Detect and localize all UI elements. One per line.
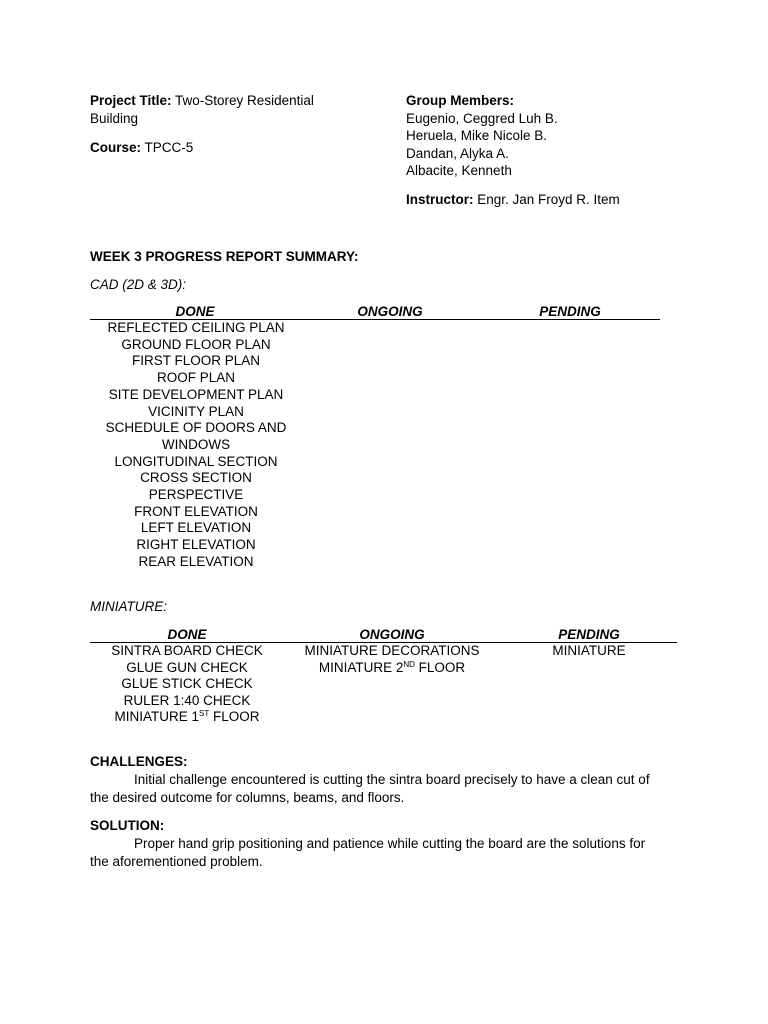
mini-done-last-text: MINIATURE 1 bbox=[114, 709, 199, 725]
project-title-value: Two-Storey Residential bbox=[171, 93, 314, 108]
solution-text bbox=[90, 835, 670, 870]
solution-line-2: the aforementioned problem. bbox=[90, 853, 263, 869]
challenges-heading: CHALLENGES: bbox=[90, 754, 188, 769]
group-member: Eugenio, Ceggred Luh B. bbox=[406, 110, 558, 126]
cad-done-item: FRONT ELEVATION bbox=[134, 503, 258, 519]
cad-done-item: VICINITY PLAN bbox=[148, 403, 244, 419]
summary-heading: WEEK 3 PROGRESS REPORT SUMMARY: bbox=[90, 249, 359, 264]
mini-done-column bbox=[90, 643, 284, 726]
cad-done-item: REFLECTED CEILING PLAN bbox=[107, 320, 285, 335]
course-line bbox=[90, 139, 350, 157]
mini-done-item: RULER 1:40 CHECK bbox=[123, 692, 251, 708]
mini-ongoing-2-post: FLOOR bbox=[414, 659, 466, 675]
group-members-label: Group Members: bbox=[406, 93, 515, 108]
project-title-line-2: Building bbox=[90, 110, 139, 126]
group-member: Dandan, Alyka A. bbox=[406, 145, 509, 161]
challenges-line-1 bbox=[90, 771, 670, 789]
course-label: Course: bbox=[90, 140, 142, 155]
mini-done-item: SINTRA BOARD CHECK bbox=[111, 643, 263, 658]
mini-ongoing-2-text: MINIATURE 2 bbox=[318, 659, 404, 675]
course-value: TPCC-5 bbox=[141, 140, 194, 155]
group-info bbox=[406, 92, 706, 208]
cad-header-pending: PENDING bbox=[539, 304, 601, 319]
challenges-line-2: the desired outcome for columns, beams, and floors. bbox=[90, 789, 405, 805]
mini-done-item-last bbox=[90, 709, 284, 726]
cad-done-item: ROOF PLAN bbox=[156, 370, 235, 386]
cad-done-item: LONGITUDINAL SECTION bbox=[114, 453, 278, 469]
mini-header-ongoing: ONGOING bbox=[359, 627, 425, 642]
instructor-line bbox=[406, 191, 706, 209]
miniature-title: MINIATURE: bbox=[90, 599, 167, 614]
mini-pending-item: MINIATURE bbox=[552, 643, 626, 658]
cad-done-item: PERSPECTIVE bbox=[148, 487, 244, 503]
cad-header-ongoing: ONGOING bbox=[357, 304, 423, 319]
mini-ongoing-item: MINIATURE DECORATIONS bbox=[304, 643, 480, 658]
cad-done-item: GROUND FLOOR PLAN bbox=[121, 336, 271, 352]
challenges-text bbox=[90, 771, 670, 806]
solution-line-1 bbox=[90, 835, 670, 853]
cad-title: CAD (2D & 3D): bbox=[90, 277, 187, 292]
mini-done-item: GLUE STICK CHECK bbox=[121, 676, 253, 692]
project-title-label: Project Title: bbox=[90, 93, 172, 108]
cad-done-item: RIGHT ELEVATION bbox=[136, 537, 256, 553]
group-member: Albacite, Kenneth bbox=[406, 163, 512, 178]
solution-line-1-text: Proper hand grip positioning and patience while cutting the board are the solutions for bbox=[134, 836, 646, 851]
mini-done-last-sup: ST bbox=[199, 709, 210, 719]
cad-done-item: SITE DEVELOPMENT PLAN bbox=[108, 386, 284, 402]
mini-done-item: GLUE GUN CHECK bbox=[126, 659, 248, 675]
cad-done-item: LEFT ELEVATION bbox=[140, 520, 252, 536]
mini-header-pending: PENDING bbox=[558, 627, 620, 642]
cad-done-item: REAR ELEVATION bbox=[138, 553, 254, 569]
mini-pending-column bbox=[520, 643, 658, 660]
cad-done-item: SCHEDULE OF DOORS AND bbox=[105, 420, 287, 436]
cad-header-done: DONE bbox=[175, 304, 215, 319]
cad-done-column bbox=[90, 320, 302, 571]
group-member: Heruela, Mike Nicole B. bbox=[406, 128, 548, 143]
mini-ongoing-2-sup: ND bbox=[403, 659, 415, 669]
mini-done-last-post: FLOOR bbox=[209, 709, 260, 725]
mini-ongoing-column bbox=[292, 643, 492, 676]
solution-heading: SOLUTION: bbox=[90, 818, 165, 833]
instructor-value: Engr. Jan Froyd R. Item bbox=[473, 191, 620, 207]
cad-done-item: FIRST FLOOR PLAN bbox=[131, 353, 261, 369]
mini-ongoing-item-2 bbox=[292, 660, 492, 677]
instructor-label: Instructor: bbox=[406, 191, 474, 207]
challenges-line-1-text: Initial challenge encountered is cutting the sintra board precisely to have a clean cut of bbox=[134, 772, 650, 787]
cad-done-item: WINDOWS bbox=[161, 436, 231, 452]
cad-done-item: CROSS SECTION bbox=[140, 470, 252, 486]
mini-header-done: DONE bbox=[167, 627, 207, 642]
project-title-line-1 bbox=[90, 92, 350, 110]
project-info bbox=[90, 92, 350, 157]
